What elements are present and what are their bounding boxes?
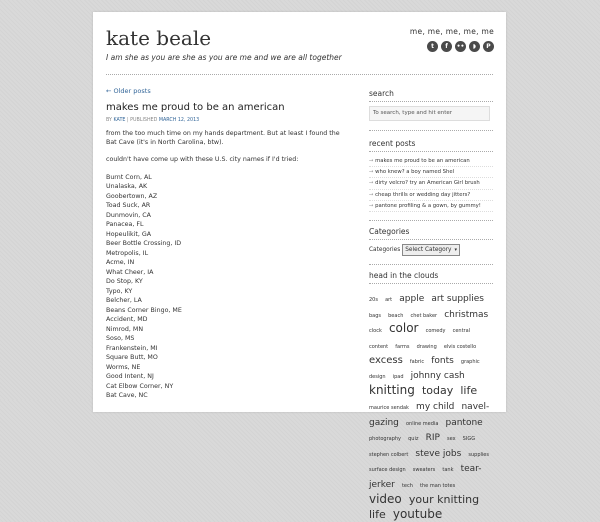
meta-sep: |	[126, 118, 129, 123]
tag-link[interactable]: photography	[369, 436, 402, 443]
flickr-icon[interactable]: ••	[456, 43, 465, 50]
tag-link[interactable]: art supplies	[431, 294, 484, 305]
twitter-icon[interactable]: t	[427, 41, 438, 52]
recent-posts-list	[369, 156, 493, 212]
sidebar-rule	[369, 101, 493, 102]
tag-link[interactable]: quiz	[408, 436, 419, 443]
chevron-down-icon: ▾	[454, 247, 457, 254]
tag-link[interactable]: chet baker	[410, 312, 438, 319]
tag-link[interactable]: SIGG	[462, 436, 476, 443]
site-tagline: I am she as you are she as you are me and we are all together	[106, 53, 342, 62]
sidebar-rule	[369, 220, 493, 221]
categories-row	[369, 244, 493, 256]
tag-link[interactable]: video	[369, 491, 402, 506]
tag-link[interactable]: color	[388, 321, 419, 336]
tag-link[interactable]: sweaters	[412, 467, 436, 474]
city-item: Goobertown, AZ	[106, 192, 158, 200]
tag-link[interactable]: comedy	[425, 328, 446, 335]
city-item: Toad Suck, AR	[106, 202, 151, 209]
social-icons	[427, 41, 494, 52]
tag-link[interactable]: my child	[416, 402, 455, 413]
city-item: Square Butt, MO	[106, 354, 158, 361]
tag-link[interactable]: steve jobs	[415, 448, 462, 459]
tag-link[interactable]: drawing	[416, 343, 437, 350]
post-paragraph: from the too much time on my hands department. But at least I found the Bat Cave (it's in North Carolina, btw).	[106, 130, 340, 146]
tag-link[interactable]: art	[385, 297, 393, 304]
tag-link[interactable]: beach	[388, 312, 404, 319]
tag-link[interactable]: RIP	[425, 433, 440, 444]
post-paragraph: couldn't have come up with these U.S. city names if I'd tried:	[106, 155, 299, 163]
city-item: Beans Corner Bingo, ME	[106, 306, 182, 314]
tag-link[interactable]: clock	[369, 328, 382, 335]
search-input[interactable]: To search, type and hit enter	[369, 106, 490, 121]
tag-link[interactable]: central	[452, 328, 471, 335]
tag-link[interactable]: stephen colbert	[369, 451, 409, 458]
tag-link[interactable]: life	[460, 383, 478, 397]
city-item: What Cheer, IA	[106, 268, 154, 276]
tag-link[interactable]: online media	[405, 420, 439, 427]
city-item: Hopeulikit, GA	[106, 230, 152, 238]
city-item: Belcher, LA	[106, 297, 142, 304]
city-item: Worms, NE	[106, 363, 141, 371]
page	[93, 12, 506, 521]
tag-cloud-heading: head in the clouds	[369, 271, 439, 281]
post-author[interactable]: KATE	[113, 118, 126, 123]
tag-link[interactable]: pantone	[445, 417, 483, 428]
tag-link[interactable]: tear-jerker	[369, 464, 482, 490]
post-title[interactable]: makes me proud to be an american	[106, 102, 285, 113]
tag-link[interactable]: today	[421, 383, 454, 397]
sidebar-rule	[369, 130, 493, 131]
tag-link[interactable]: supplies	[468, 451, 489, 458]
city-item: Metropolis, IL	[106, 249, 149, 257]
pinterest-icon[interactable]: P	[483, 41, 494, 52]
city-item: Panacea, FL	[106, 221, 144, 228]
main-content	[106, 87, 346, 401]
tag-link[interactable]: bags	[369, 312, 382, 319]
tag-link[interactable]: tech	[401, 482, 413, 489]
categories-label: Categories	[369, 247, 401, 254]
city-item: Typo, KY	[106, 287, 133, 295]
tag-link[interactable]: the man totes	[420, 482, 456, 489]
city-item: Nimrod, MN	[106, 325, 144, 333]
me-link[interactable]: me, me, me, me, me	[409, 27, 494, 36]
search-heading: search	[369, 89, 394, 98]
tag-link[interactable]: apple	[399, 294, 425, 305]
tag-link[interactable]: youtube	[392, 506, 443, 521]
city-list	[106, 173, 346, 401]
facebook-icon[interactable]: f	[441, 41, 452, 52]
city-item: Good Intent, NJ	[106, 373, 154, 380]
city-item: Acme, IN	[106, 259, 135, 266]
tag-link[interactable]: tank	[442, 467, 454, 474]
city-item: Beer Bottle Crossing, ID	[106, 240, 182, 247]
tag-link[interactable]: knitting	[369, 382, 415, 397]
tag-link[interactable]: johnny cash	[410, 371, 465, 382]
post-meta	[106, 118, 346, 123]
city-item: Bat Cave, NC	[106, 392, 148, 399]
sidebar	[369, 89, 493, 520]
rss-icon[interactable]: ◗	[469, 41, 480, 52]
city-item: Cat Elbow Corner, NY	[106, 382, 174, 390]
tag-link[interactable]: fabric	[409, 358, 425, 365]
categories-heading: Categories	[369, 227, 410, 237]
tag-link[interactable]: maurice sendak	[369, 405, 409, 412]
tag-link[interactable]: christmas	[444, 309, 489, 320]
tag-link[interactable]: surface design	[369, 467, 406, 474]
tag-link[interactable]: navel-gazing	[369, 402, 490, 428]
site-title[interactable]: kate beale	[106, 26, 212, 50]
older-posts-link[interactable]: ← Older posts	[106, 87, 151, 95]
tag-link[interactable]: fonts	[431, 355, 454, 366]
city-item: Accident, MD	[106, 316, 148, 323]
tag-cloud	[369, 288, 493, 520]
categories-select-value: Select Category	[405, 247, 452, 254]
tag-link[interactable]: farms	[395, 343, 410, 350]
tag-link[interactable]: ipad	[392, 374, 404, 381]
recent-post-link[interactable]: → pantone profiling & a gown, by gummy!	[369, 201, 493, 212]
city-item: Burnt Corn, AL	[106, 173, 152, 181]
post-date[interactable]: MARCH 12, 2013	[158, 118, 200, 123]
tag-link[interactable]: 20s	[369, 297, 378, 304]
categories-select[interactable]	[402, 244, 460, 256]
recent-post-link[interactable]: → dirty velcro? try an American Girl brush	[369, 178, 493, 189]
header-divider	[106, 74, 493, 75]
city-item: Unalaska, AK	[106, 183, 148, 190]
tag-link[interactable]: your knitting life	[369, 492, 480, 521]
recent-post-link[interactable]: → who knew? a boy named Shel	[369, 167, 493, 178]
recent-posts-heading: recent posts	[369, 139, 416, 148]
meta-by: BY	[106, 118, 112, 123]
tag-link[interactable]: graphic design	[369, 358, 480, 381]
tag-link[interactable]: sex	[447, 436, 456, 443]
city-item: Frankenstein, MI	[106, 344, 158, 352]
sidebar-rule	[369, 239, 493, 240]
tag-link[interactable]: content	[369, 343, 389, 350]
sidebar-rule	[369, 151, 493, 152]
city-item: Soso, MS	[106, 335, 135, 342]
tag-link[interactable]: elvis costello	[443, 343, 477, 350]
recent-post-link[interactable]: → makes me proud to be an american	[369, 156, 493, 167]
tag-link[interactable]: excess	[369, 354, 403, 366]
city-item: Do Stop, KY	[106, 278, 143, 285]
meta-published: PUBLISHED	[130, 118, 158, 123]
sidebar-rule	[369, 283, 493, 284]
recent-post-link[interactable]: → cheap thrills or wedding day jitters?	[369, 190, 493, 201]
city-item: Dunmovin, CA	[106, 211, 151, 219]
sidebar-rule	[369, 264, 493, 265]
